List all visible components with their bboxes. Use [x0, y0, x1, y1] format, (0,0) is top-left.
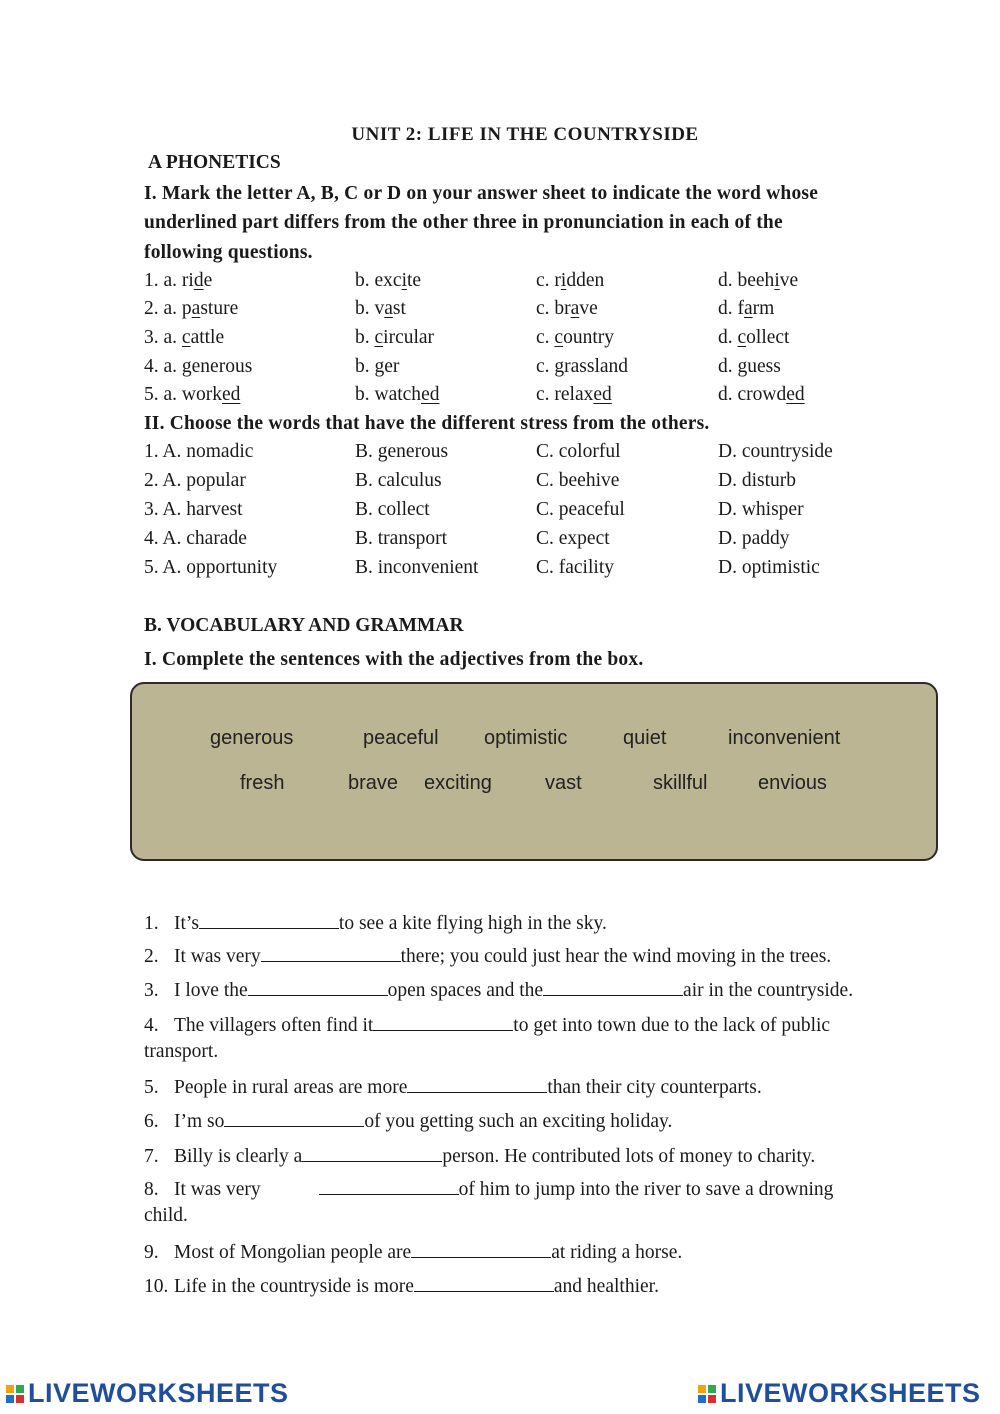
answer-option — [355, 270, 421, 292]
answer-option — [144, 327, 224, 349]
option-text: attle — [190, 327, 225, 348]
answer-option: C. facility — [536, 557, 614, 578]
footer-logo-left — [6, 1378, 289, 1409]
option-text: er — [384, 356, 400, 377]
answer-blank[interactable] — [407, 1074, 547, 1093]
sentence-number: 5. — [144, 1077, 159, 1098]
footer-brand: LIVEWORKSHEETS — [720, 1378, 981, 1408]
sentence-text: air in the countryside. — [683, 980, 854, 1001]
answer-option: B. transport — [355, 528, 448, 549]
answer-option: C. beehive — [536, 470, 620, 491]
option-text: ve — [779, 270, 799, 291]
answer-option: 3. A. harvest — [144, 499, 243, 520]
option-text: rassland — [564, 356, 629, 377]
word-box-item: optimistic — [484, 727, 568, 749]
footer-logo-right — [698, 1378, 981, 1409]
sentence-number: 6. — [144, 1111, 159, 1132]
underlined-part: i — [401, 270, 407, 291]
option-text: 4. a. — [144, 356, 182, 377]
part1-instruction-line2: underlined part differs from the other three in pronunciation in each of the — [144, 212, 783, 233]
option-text: dden — [566, 270, 605, 291]
answer-option: D. countryside — [718, 441, 833, 462]
answer-option: B. calculus — [355, 470, 442, 491]
page-title: UNIT 2: LIFE IN THE COUNTRYSIDE — [351, 124, 699, 145]
answer-option — [355, 384, 439, 406]
word-box-item: brave — [348, 772, 399, 794]
word-box-item: peaceful — [363, 727, 439, 749]
answer-option — [718, 384, 805, 406]
option-text: c. r — [536, 270, 561, 291]
underlined-part: d — [193, 270, 204, 291]
underlined-part: ed — [786, 384, 805, 405]
sentence-text: People in rural areas are more — [174, 1077, 408, 1098]
option-text: enerous — [191, 356, 253, 377]
answer-option — [718, 270, 798, 292]
sentence-continuation: transport. — [144, 1041, 219, 1062]
sentence-item — [144, 1143, 815, 1168]
option-text: ircular — [383, 327, 435, 348]
answer-option: C. expect — [536, 528, 610, 549]
answer-option: D. disturb — [718, 470, 796, 491]
option-text: 5. a. work — [144, 384, 222, 405]
answer-option — [144, 384, 240, 406]
sentence-item — [144, 1012, 830, 1037]
word-box-item: quiet — [623, 727, 667, 749]
answer-blank[interactable] — [224, 1108, 364, 1127]
answer-option — [355, 298, 406, 320]
underlined-part: a — [570, 298, 580, 319]
answer-option: B. generous — [355, 441, 449, 462]
underlined-part: a — [744, 298, 753, 319]
underlined-part: c — [554, 327, 564, 348]
sentence-text: The villagers often find it — [174, 1015, 374, 1036]
sentence-text: Life in the countryside is more — [174, 1276, 414, 1297]
word-box-item: generous — [210, 727, 294, 749]
answer-option — [718, 298, 774, 320]
underlined-part: i — [560, 270, 567, 291]
answer-option: 1. A. nomadic — [144, 441, 254, 462]
option-text: rm — [752, 298, 775, 319]
option-text: uess — [747, 356, 781, 377]
sentence-item — [144, 943, 831, 968]
option-text: te — [406, 270, 422, 291]
option-text: c. — [536, 327, 555, 348]
sentence-item — [144, 1273, 659, 1298]
answer-option — [536, 327, 614, 349]
option-text: st — [392, 298, 406, 319]
answer-option — [355, 327, 434, 349]
sentence-number: 10. — [144, 1276, 169, 1297]
word-box-item: skillful — [653, 772, 708, 794]
answer-option: D. paddy — [718, 528, 790, 549]
sentence-text: person. He contributed lots of money to charity. — [442, 1146, 816, 1167]
option-text: b. exc — [355, 270, 402, 291]
sentence-text: It was very — [174, 946, 261, 967]
underlined-part: g — [374, 356, 385, 377]
option-text: ollect — [746, 327, 790, 348]
option-text: 3. a. — [144, 327, 182, 348]
section-b-heading: B. VOCABULARY AND GRAMMAR — [144, 615, 464, 636]
logo-icon — [6, 1385, 24, 1403]
answer-option — [536, 270, 604, 292]
answer-option: C. peaceful — [536, 499, 625, 520]
option-text: b. watch — [355, 384, 422, 405]
option-text: c. br — [536, 298, 571, 319]
answer-option: D. optimistic — [718, 557, 820, 578]
underlined-part: c — [181, 327, 191, 348]
sentence-text: It was very — [174, 1179, 261, 1200]
sentence-text: Most of Mongolian people are — [174, 1242, 412, 1263]
sentence-text: than their city counterparts. — [547, 1077, 762, 1098]
option-text: b. — [355, 327, 375, 348]
sentence-number: 2. — [144, 946, 159, 967]
answer-option: 4. A. charade — [144, 528, 247, 549]
word-box-item: exciting — [424, 772, 492, 794]
option-text: d. f — [718, 298, 744, 319]
section-a-heading: A PHONETICS — [148, 152, 281, 173]
sentence-text: I love the — [174, 980, 248, 1001]
part1-instruction-line1: I. Mark the letter A, B, C or D on your answer sheet to indicate the word whose — [144, 183, 819, 204]
underlined-part: a — [191, 298, 201, 319]
underlined-part: g — [737, 356, 748, 377]
sentence-number: 7. — [144, 1146, 159, 1167]
option-text: c. — [536, 356, 555, 377]
option-text: e — [203, 270, 213, 291]
answer-option: 5. A. opportunity — [144, 557, 278, 578]
option-text: d. beeh — [718, 270, 775, 291]
word-box — [130, 682, 938, 861]
option-text: b. — [355, 356, 375, 377]
option-text: 1. a. ri — [144, 270, 194, 291]
underlined-part: a — [384, 298, 393, 319]
answer-option: D. whisper — [718, 499, 804, 520]
answer-option — [536, 384, 612, 406]
sentence-text: I’m so — [174, 1111, 225, 1132]
sentence-text: at riding a horse. — [551, 1242, 683, 1263]
option-text: sture — [200, 298, 239, 319]
underlined-part: c — [374, 327, 384, 348]
option-text: b. v — [355, 298, 385, 319]
sentence-item — [144, 910, 607, 935]
sentence-text: Billy is clearly a — [174, 1146, 303, 1167]
underlined-part: ed — [421, 384, 440, 405]
word-box-item: fresh — [240, 772, 285, 794]
sentence-number: 8. — [144, 1179, 159, 1200]
option-text: d. crowd — [718, 384, 787, 405]
word-box-item: envious — [758, 772, 827, 794]
sentence-item — [144, 1176, 833, 1201]
part1-instruction-line3: following questions. — [144, 242, 313, 263]
footer-brand: LIVEWORKSHEETS — [28, 1378, 289, 1408]
sentence-number: 3. — [144, 980, 159, 1001]
option-text: d. — [718, 327, 738, 348]
underlined-part: ed — [221, 384, 241, 405]
sentence-item — [144, 1108, 672, 1133]
answer-option — [536, 298, 598, 320]
answer-blank[interactable] — [414, 1273, 554, 1292]
answer-blank[interactable] — [411, 1239, 551, 1258]
sentence-text: there; you could just hear the wind moving in the trees. — [400, 946, 832, 967]
answer-option — [144, 356, 252, 378]
word-box-item: vast — [545, 772, 582, 794]
answer-blank[interactable] — [319, 1176, 459, 1195]
underlined-part: ed — [593, 384, 612, 405]
sentence-number: 4. — [144, 1015, 159, 1036]
sentence-item — [144, 1239, 682, 1264]
option-text: c. relax — [536, 384, 594, 405]
sentence-text: of him to jump into the river to save a drowning — [458, 1179, 834, 1200]
answer-option: 2. A. popular — [144, 470, 246, 491]
option-text: 2. a. p — [144, 298, 192, 319]
sentence-text: to see a kite flying high in the sky. — [338, 913, 607, 934]
vocab-instruction: I. Complete the sentences with the adjectives from the box. — [144, 649, 644, 670]
answer-blank[interactable] — [373, 1012, 513, 1031]
answer-option — [355, 356, 399, 378]
underlined-part: i — [774, 270, 780, 291]
answer-option — [718, 356, 781, 378]
option-text: d. — [718, 356, 738, 377]
word-box-item: inconvenient — [728, 727, 841, 749]
answer-option — [536, 356, 628, 378]
sentence-text: to get into town due to the lack of public — [513, 1015, 831, 1036]
answer-option — [144, 270, 212, 292]
answer-option: C. colorful — [536, 441, 621, 462]
option-text: ve — [579, 298, 598, 319]
answer-blank[interactable] — [302, 1143, 442, 1162]
answer-blank[interactable] — [248, 977, 388, 996]
underlined-part: g — [554, 356, 565, 377]
answer-option: B. collect — [355, 499, 430, 520]
answer-option: B. inconvenient — [355, 557, 479, 578]
underlined-part: g — [181, 356, 192, 377]
answer-option — [144, 298, 238, 320]
sentence-text: and healthier. — [553, 1276, 659, 1297]
answer-blank[interactable] — [543, 977, 683, 996]
sentence-continuation: child. — [144, 1205, 188, 1226]
sentence-number: 9. — [144, 1242, 159, 1263]
answer-blank[interactable] — [199, 910, 339, 929]
underlined-part: c — [737, 327, 747, 348]
sentence-number: 1. — [144, 913, 159, 934]
sentence-text: of you getting such an exciting holiday. — [364, 1111, 673, 1132]
logo-icon — [698, 1385, 716, 1403]
sentence-item — [144, 977, 853, 1002]
sentence-text: open spaces and the — [387, 980, 544, 1001]
answer-blank[interactable] — [261, 943, 401, 962]
sentence-item — [144, 1074, 762, 1099]
answer-option — [718, 327, 789, 349]
sentence-text: It’s — [174, 913, 199, 934]
option-text: ountry — [563, 327, 614, 348]
part2-instruction: II. Choose the words that have the different stress from the others. — [144, 413, 710, 434]
